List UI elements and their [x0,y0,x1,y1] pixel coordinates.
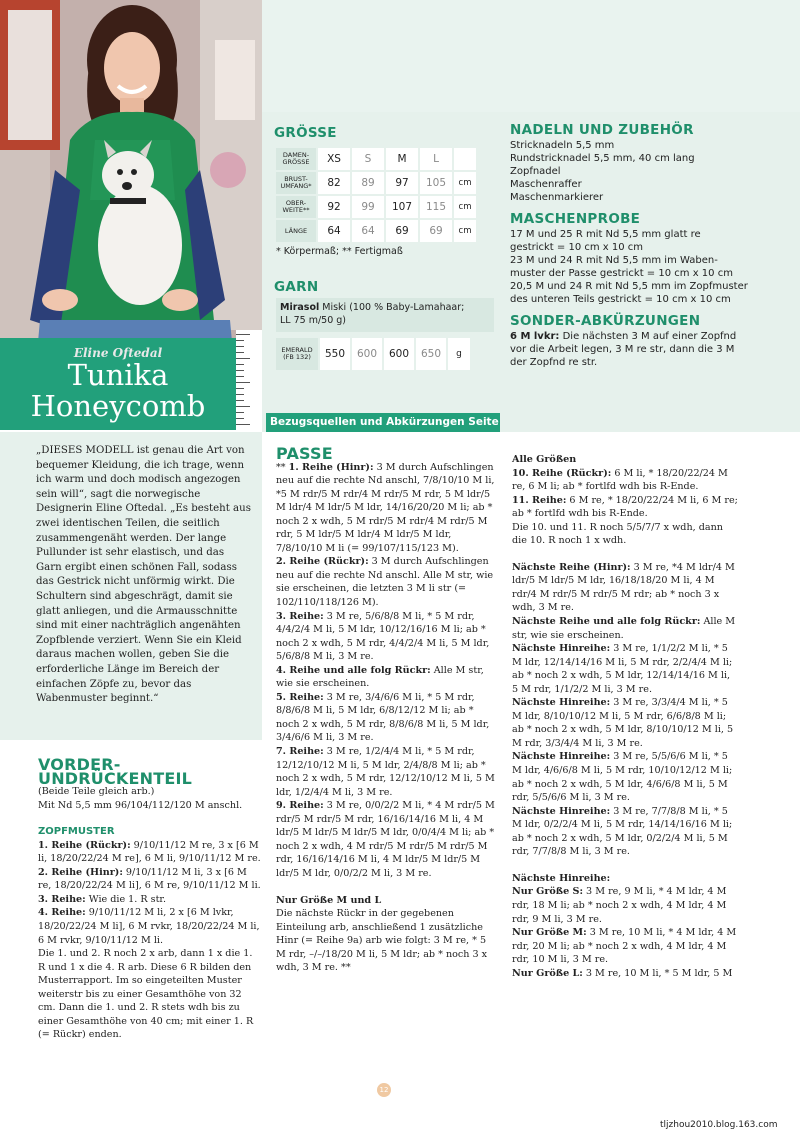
size-unit: cm [454,196,476,218]
size-cell: 107 [386,196,418,218]
passe-heading: PASSE [276,444,333,463]
sonder-heading: SONDER-ABKÜRZUNGEN [510,313,701,329]
row-instruction: Nächste Hinreihe: 3 M re, 3/3/4/4 M li, * 5 M ldr, 8/10/10/12 M li, 5 M rdr, 6/6/8/8 M li; ab * noch 2 x wdh, 5 M ldr, 8/10/10/12 M li, 5 M rdr, 3/3/4/4 M li, 3 M re. [512,697,734,749]
yarn-cell: 650 [416,338,446,370]
row-instruction: 3. Reihe: Wie die 1. R str. [38,893,167,905]
row-instruction: Nur Größe L: 3 M re, 10 M li, * 5 M ldr, 5 M [512,967,733,979]
size-cell: 64 [352,220,384,242]
paragraph: Die 10. und 11. R noch 5/5/7/7 x wdh, dann die 10. R noch 1 x wdh. [512,521,723,547]
info-panel [262,0,800,447]
title-box [0,338,262,430]
row-instruction: Nächste Hinreihe: 3 M re, 7/7/8/8 M li, * 5 M ldr, 0/2/2/4 M li, 5 M rdr, 14/14/16/16 M li; ab * noch 2 x wdh, 5 M ldr, 0/2/2/4 M li, 5 M rdr, 7/7/8/8 M li, 3 M re. [512,805,733,858]
subheading: Alle Größen [512,454,577,465]
paragraph: Die nächste Rückr in der gegebenen Einteilung arb, anschließend 1 zusätzliche Hinr (= Reihe 9a) arb wie folgt: 3 M re, * 5 M rdr, –/–/18/20 M li, 5 M ldr; ab * noch 3 x wdh, 3 M re. ** [276,908,488,974]
nadeln-line: Rundstricknadel 5,5 mm, 40 cm lang [510,153,695,164]
row-instruction: 7. Reihe: 3 M re, 1/2/4/4 M li, * 5 M rdr, 12/12/10/12 M li, 5 M ldr, 2/4/8/8 M li; ab * noch 2 x wdh, 5 M rdr, 12/12/10/12 M li, 5 M ldr, 1/2/4/4 M li, 3 M re. [276,746,495,798]
groesse-heading: GRÖSSE [274,125,337,141]
row-instruction: Nächste Hinreihe: 3 M re, 5/5/6/6 M li, * 5 M ldr, 4/6/6/8 M li, 5 M rdr, 10/10/12/12 M li; ab * noch 2 x wdh, 5 M ldr, 4/6/6/8 M li, 5 M rdr, 5/5/6/6 M li, 3 M re. [512,751,733,804]
sonder-line: 6 M lvkr: Die nächsten 3 M auf einer Zopfnd [510,331,737,342]
yarn-desc-1: Miski (100 % Baby-Lamahaar; [319,302,465,313]
nadeln-heading: NADELN UND ZUBEHÖR [510,122,694,138]
row-instruction: 3. Reihe: 3 M re, 5/6/8/8 M li, * 5 M rdr, 4/4/2/4 M li, 5 M ldr, 10/12/16/16 M li; ab * noch 2 x wdh, 5 M rdr, 4/4/2/4 M li, 5 M ldr, 5/6/8/8 M li, 3 M re. [276,610,490,663]
nadeln-line: Maschenmarkierer [510,192,604,203]
yarn-color-label: EMERALD (FB 132) [276,338,318,370]
row-instruction: Nur Größe S: 3 M re, 9 M li, * 4 M ldr, 4 M rdr, 18 M li; ab * noch 2 x wdh, 4 M ldr, 4 M rdr, 9 M li, 3 M re. [512,886,727,925]
size-unit: cm [454,220,476,242]
nadeln-line: Stricknadeln 5,5 mm [510,140,615,151]
size-cell: 105 [420,172,452,194]
text-line: Mit Nd 5,5 mm 96/104/112/120 M anschl. [38,799,243,811]
size-cell: XS [318,148,350,170]
row-instruction: 2. Reihe (Rückr): 3 M durch Aufschlingen neu auf die rechte Nd anschl. Alle M str, wie sie erscheinen, die letzten 3 M li str (= 102/110/118/126 M). [276,556,494,609]
size-cell: 99 [352,196,384,218]
subheading: Nur Größe M und L [276,894,382,906]
zopfmuster-heading: ZOPFMUSTER [38,826,115,838]
maschenprobe-line: des unteren Teils gestrickt = 10 cm x 10 cm [510,294,731,305]
yarn-cell: 550 [320,338,350,370]
size-cell: 69 [420,220,452,242]
row-instruction: Nächste Reihe und alle folg Rückr: Alle M str, wie sie erscheinen. [512,616,736,641]
size-cell: 64 [318,220,350,242]
materials-column [510,124,790,369]
yarn-brand: Mirasol [280,302,320,313]
page-number: 12 [377,1083,391,1097]
text-line: (Beide Teile gleich arb.) [38,786,155,798]
ruler-decoration [236,330,262,430]
size-cell: 82 [318,172,350,194]
size-row-label: BRUST- UMFANG* [276,172,316,194]
maschenprobe-heading: MASCHENPROBE [510,211,641,227]
row-instruction: ** 1. Reihe (Hinr): 3 M durch Aufschlingen neu auf die rechte Nd anschl, 7/8/10/10 M li, *5 M rdr/5 M rdr/4 M rdr/5 M rdr, 5 M ldr/5 M ldr/4 M ldr/5 M ldr, 14/16/20/20 M li; ab * noch 2 x wdh, 5 M rdr/5 M rdr/4 M rdr/5 M rdr, 5 M ldr/5 M ldr/4 M ldr/5 M ldr, 7/8/10/10 M li (= 99/107/115/123 M). [276,461,495,554]
row-instruction: 1. Reihe (Rückr): 9/10/11/12 M re, 3 x [6 M li, 18/20/22/24 M re], 6 M li, 9/10/11/12 M re. [38,839,261,865]
panel-top-area [262,0,800,112]
maschenprobe-line: 17 M und 25 R mit Nd 5,5 mm glatt re [510,229,701,240]
yarn-cell: 600 [384,338,414,370]
pattern-title-line1: Tunika [67,358,169,392]
yarn-desc-2: LL 75 m/50 g) [280,315,347,326]
maschenprobe-line: muster der Passe gestrickt = 10 cm x 10 cm [510,268,733,279]
intro-box [0,432,262,740]
size-cell: 115 [420,196,452,218]
nadeln-line: Zopfnadel [510,166,561,177]
maschenprobe-line: gestrickt = 10 cm x 10 cm [510,242,644,253]
size-cell: M [386,148,418,170]
pattern-title-line2: Honeycomb [30,389,206,423]
size-row-label: OBER- WEITE** [276,196,316,218]
sonder-line: vor die Arbeit legen, 3 M re str, dann die 3 M [510,344,735,355]
column-alle-groessen [512,453,738,980]
maschenprobe-line: 20,5 M und 24 R mit Nd 5,5 mm im Zopfmuster [510,281,748,292]
size-cell: 69 [386,220,418,242]
size-row-oberweite [276,196,476,218]
size-unit: cm [454,172,476,194]
yarn-table [274,336,472,372]
yarn-cell: 600 [352,338,382,370]
size-table [274,146,478,244]
garn-heading: GARN [274,279,319,295]
cover-photo [0,0,262,430]
row-instruction: Nächste Reihe (Hinr): 3 M re, *4 M ldr/4 M ldr/5 M ldr/5 M ldr, 16/18/18/20 M li, 4 M rdr/4 M rdr/5 M rdr/5 M rdr; ab * noch 3 x wdh, 3 M re. [512,561,735,614]
yarn-unit: g [448,338,470,370]
watermark: tljzhou2010.blog.163.com [660,1120,778,1130]
size-row-label: LÄNGE [276,220,316,242]
row-instruction: 2. Reihe (Hinr): 9/10/11/12 M li, 3 x [6 M re, 18/20/22/24 M li], 6 M re, 9/10/11/12 M li. [38,866,261,892]
row-instruction: 5. Reihe: 3 M re, 3/4/6/6 M li, * 5 M rdr, 8/8/6/8 M li, 5 M ldr, 6/8/12/12 M li; ab * noch 2 x wdh, 5 M rdr, 8/8/6/8 M li, 5 M ldr, 3/4/6/6 M li, 3 M re. [276,691,490,744]
size-row-laenge [276,220,476,242]
sources-banner: Bezugsquellen und Abkürzungen Seite 66 [266,413,500,432]
maschenprobe-line: 23 M und 24 R mit Nd 5,5 mm im Waben- [510,255,718,266]
vorderteil-heading: VORDER-UNDRÜCKENTEIL [38,755,193,788]
row-instruction: 10. Reihe (Rückr): 6 M li, * 18/20/22/24 M re, 6 M li; ab * fortlfd wdh bis R-Ende. [512,467,728,493]
pattern-title [0,360,236,422]
row-instruction: 4. Reihe: 9/10/11/12 M li, 2 x [6 M lvkr, 18/20/22/24 M li], 6 M rvkr, 18/20/22/24 M li, 6 M rvkr, 9/10/11/12 M li. [38,907,260,946]
subheading: Nächste Hinreihe: [512,872,611,884]
size-row-brust [276,172,476,194]
size-cell: 89 [352,172,384,194]
yarn-description [276,298,494,332]
size-row-groesse [276,148,476,170]
size-cell: S [352,148,384,170]
row-instruction: 4. Reihe und alle folg Rückr: Alle M str, wie sie erscheinen. [276,664,484,690]
sonder-line: der Zopfnd re str. [510,357,598,368]
size-cell: 92 [318,196,350,218]
row-instruction: 11. Reihe: 6 M re, * 18/20/22/24 M li, 6 M re; ab * fortlfd wdh bis R-Ende. [512,494,738,520]
size-unit [454,148,476,170]
intro-text: „DIESES MODELL ist genau die Art von bequemer Kleidung, die ich trage, wenn ich warm und doch modisch angezogen sein will“, sagt die norwegische Designerin Eline Oftedal. „Es besteht aus zwei identischen Teilen, die seitlich zusammengenäht werden. Der lange Pullunder ist sehr elastisch, und das Garn ergibt einen schönen Fall, sodass das Gestrick nicht unförmig wirkt. Die Schultern sind abgeschrägt, damit sie glatt anliegen, und die Armausschnitte sind mit einer nachträglich angenähten Zopfblende verziert. Wenn Sie ein Kleid daraus machen wollen, geben Sie die erforderliche Länge im Bereich der einfachen Zöpfe zu, bevor das Wabenmuster beginnt.“ [36,445,251,705]
nadeln-line: Maschenraffer [510,179,582,190]
column-vorderteil [38,755,262,1042]
row-instruction: Nächste Hinreihe: 3 M re, 1/1/2/2 M li, * 5 M ldr, 12/14/14/16 M li, 5 M rdr, 2/2/4/4 M li; ab * noch 2 x wdh, 5 M ldr, 12/14/14/16 M li, 5 M rdr, 1/1/2/2 M li, 3 M re. [512,643,733,695]
size-row-label: DAMEN- GRÖSSE [276,148,316,170]
column-passe [276,444,496,975]
size-cell: 97 [386,172,418,194]
size-footnote: * Körpermaß; ** Fertigmaß [276,246,403,257]
row-instruction: Nur Größe M: 3 M re, 10 M li, * 4 M ldr, 4 M rdr, 20 M li; ab * noch 2 x wdh, 4 M ldr, 4 M rdr, 10 M li, 3 M re. [512,927,737,966]
row-instruction: 9. Reihe: 3 M re, 0/0/2/2 M li, * 4 M rdr/5 M rdr/5 M rdr/5 M rdr, 16/16/14/16 M li, 4 M ldr/5 M ldr/5 M ldr/5 M ldr, 0/0/4/4 M li; ab * noch 2 x wdh, 4 M rdr/5 M rdr/5 M rdr/5 M rdr, 16/16/14/16 M li, 4 M ldr/5 M ldr/5 M ldr/5 M ldr, 0/0/2/2 M li, 3 M re. [276,800,495,879]
yarn-row [276,338,470,370]
paragraph: Die 1. und 2. R noch 2 x arb, dann 1 x die 1. R und 1 x die 4. R arb. Diese 6 R bilden den Musterrapport. Im so eingeteilten Muster weiterstr bis zu einer Gesamthöhe von 32 cm. Dann die 1. und 2. R stets wdh bis zu einer Gesamthöhe von 40 cm; mit einer 1. R (= Rückr) enden. [38,948,254,1041]
designer-name: Eline Oftedal [73,346,163,360]
size-cell: L [420,148,452,170]
